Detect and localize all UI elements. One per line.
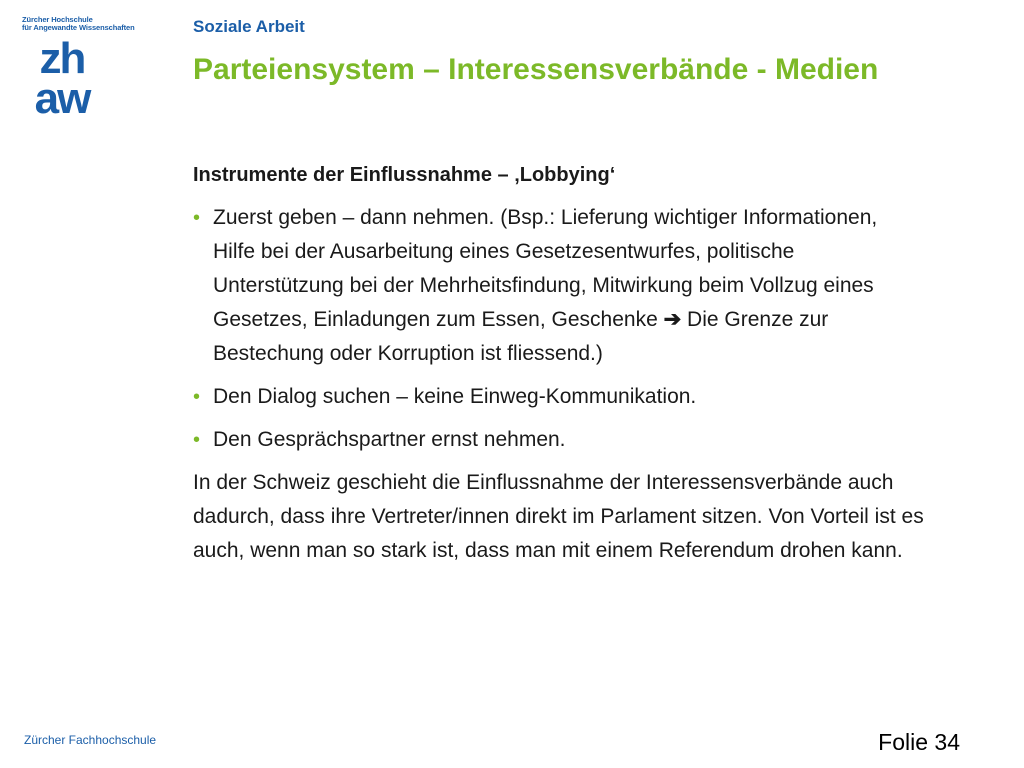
bullet-dot-icon: •: [193, 207, 201, 229]
zhaw-mark-icon: [24, 37, 104, 117]
logo-text-line1: Zürcher Hochschule: [22, 15, 93, 24]
bullet-item: [193, 201, 918, 371]
arrow-right-icon: ➔: [663, 308, 682, 331]
zhaw-logo: [22, 16, 142, 122]
slide-content: [193, 164, 983, 568]
bullet-item: [193, 423, 918, 457]
content-heading: Instrumente der Einflussnahme – ‚Lobbying‘: [193, 164, 616, 186]
footer-institution: Zürcher Fachhochschule: [24, 733, 157, 747]
slide-title: Parteiensystem – Interessensverbände - Medien: [193, 53, 879, 86]
logo-mark-bottom: aw: [34, 74, 90, 117]
bullet-text: Den Dialog suchen – keine Einweg-Kommunikation.: [213, 385, 697, 408]
body-paragraph: In der Schweiz geschieht die Einflussnahme der Interessensverbände auch dadurch, dass ihre Vertreter/innen direkt im Parlament sitzen. Von Vorteil ist es auch, wenn man so stark ist, dass man mit einem Referendum drohen kann.: [193, 471, 924, 562]
department-label: Soziale Arbeit: [193, 17, 305, 36]
slide-number: Folie 34: [878, 729, 960, 755]
bullet-text-part1: Zuerst geben – dann nehmen. (Bsp.: Lieferung wichtiger Informationen, Hilfe bei der Ausarbeitung eines Gesetzesentwurfes, politische Unterstützung bei der Mehrheitsfindung, Mitwirkung beim Vollzug eines Gesetzes, Einladungen zum Essen, Geschenke: [213, 206, 878, 331]
bullet-item: [193, 380, 918, 414]
bullet-text-part2: Die Grenze zur Bestechung oder Korruption ist fliessend.): [213, 308, 829, 365]
bullet-dot-icon: •: [193, 386, 201, 408]
logo-text-line2: für Angewandte Wissenschaften: [22, 23, 135, 32]
bullet-dot-icon: •: [193, 429, 201, 451]
bullet-list: [193, 201, 983, 457]
bullet-text: Den Gesprächspartner ernst nehmen.: [213, 428, 566, 451]
logo-mark-top: zh: [39, 37, 85, 83]
